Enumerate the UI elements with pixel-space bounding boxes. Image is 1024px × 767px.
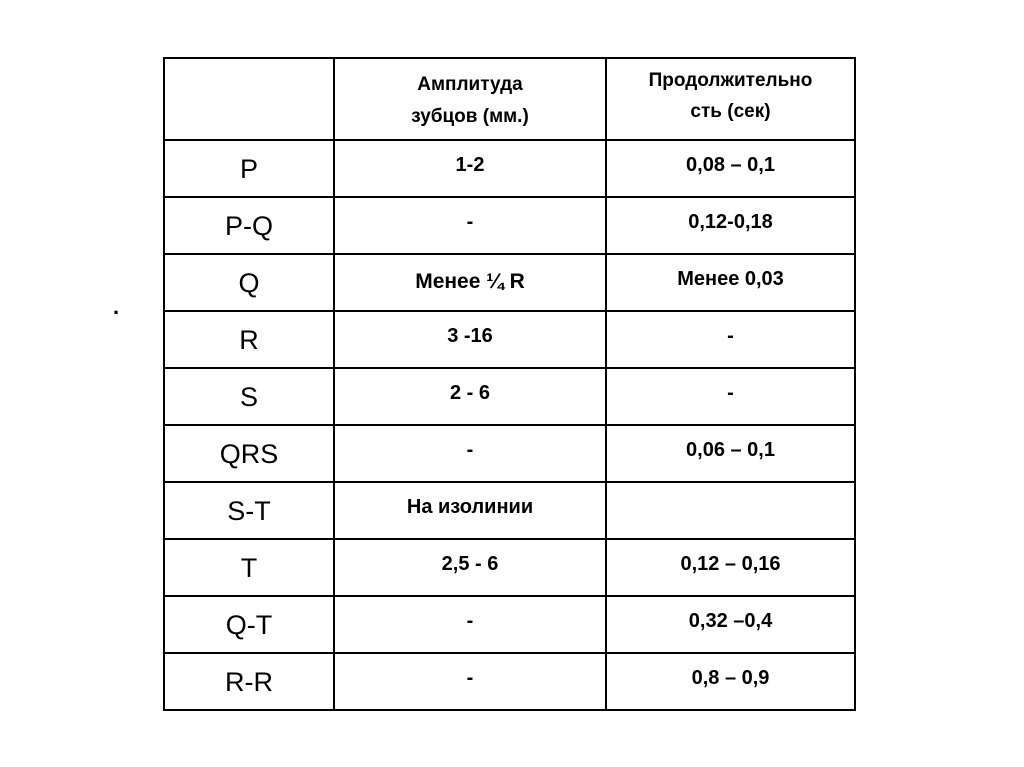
amplitude-cell [334, 197, 606, 254]
amplitude-value: - [466, 439, 474, 461]
wave-cell [164, 140, 334, 197]
duration-value: 0,8 – 0,9 [691, 667, 770, 689]
wave-label: P-Q [224, 211, 273, 241]
table-row [164, 368, 855, 425]
table-row [164, 140, 855, 197]
wave-label: QRS [219, 439, 279, 469]
wave-label: T [240, 553, 258, 583]
table-row [164, 197, 855, 254]
duration-cell [606, 425, 855, 482]
duration-value: - [727, 325, 734, 347]
header-duration-label: Продолжительно сть (сек) [648, 70, 813, 122]
wave-cell [164, 482, 334, 539]
duration-value: 0,32 –0,4 [688, 610, 773, 632]
header-amplitude-label: Амплитуда зубцов (мм.) [411, 74, 529, 127]
wave-cell [164, 425, 334, 482]
duration-value: 0,12 – 0,16 [680, 553, 781, 575]
wave-cell [164, 311, 334, 368]
wave-label: R [239, 325, 259, 355]
bullet-dot: . [113, 294, 120, 319]
duration-cell [606, 368, 855, 425]
amplitude-cell [334, 311, 606, 368]
duration-value: - [727, 382, 734, 404]
amplitude-cell [334, 254, 606, 311]
amplitude-cell [334, 653, 606, 710]
duration-cell [606, 140, 855, 197]
amplitude-cell [334, 425, 606, 482]
table-row [164, 254, 855, 311]
amplitude-cell [334, 482, 606, 539]
wave-label: S-T [227, 496, 271, 526]
duration-cell [606, 539, 855, 596]
wave-label: Q [238, 268, 260, 298]
duration-value [607, 483, 854, 495]
table-row [164, 311, 855, 368]
ecg-parameters-table [163, 57, 856, 711]
duration-cell [606, 254, 855, 311]
wave-cell [164, 653, 334, 710]
amplitude-value: 2,5 - 6 [441, 553, 499, 575]
wave-label: R-R [225, 667, 273, 697]
duration-cell [606, 596, 855, 653]
amplitude-value: На изолинии [406, 496, 534, 518]
table-row [164, 482, 855, 539]
amplitude-cell [334, 596, 606, 653]
table-row [164, 653, 855, 710]
wave-cell [164, 197, 334, 254]
amplitude-cell [334, 140, 606, 197]
table-row [164, 596, 855, 653]
duration-cell [606, 653, 855, 710]
amplitude-value: 1-2 [455, 154, 485, 176]
wave-cell [164, 368, 334, 425]
duration-value: 0,08 – 0,1 [686, 154, 775, 176]
table-header-row [164, 58, 855, 140]
amplitude-value: 3 -16 [447, 325, 493, 347]
amplitude-value: - [466, 610, 474, 632]
duration-cell [606, 197, 855, 254]
header-amplitude-cell [334, 58, 606, 140]
amplitude-value: - [466, 211, 474, 233]
duration-cell [606, 311, 855, 368]
amplitude-value: 2 - 6 [449, 382, 491, 404]
wave-cell [164, 539, 334, 596]
duration-value: 0,12-0,18 [688, 211, 773, 233]
amplitude-cell [334, 368, 606, 425]
table-row [164, 539, 855, 596]
wave-label: S [239, 382, 258, 412]
wave-cell [164, 254, 334, 311]
wave-label: Q-T [225, 610, 273, 640]
duration-value: 0,06 – 0,1 [686, 439, 775, 461]
amplitude-value: Менее ¼ R [415, 270, 525, 293]
wave-label: P [239, 154, 258, 184]
duration-cell [606, 482, 855, 539]
amplitude-value: - [466, 667, 474, 689]
table-row [164, 425, 855, 482]
duration-value: Менее 0,03 [677, 268, 784, 290]
header-duration-cell [606, 58, 855, 140]
amplitude-cell [334, 539, 606, 596]
wave-cell [164, 596, 334, 653]
header-corner-cell [164, 58, 334, 140]
